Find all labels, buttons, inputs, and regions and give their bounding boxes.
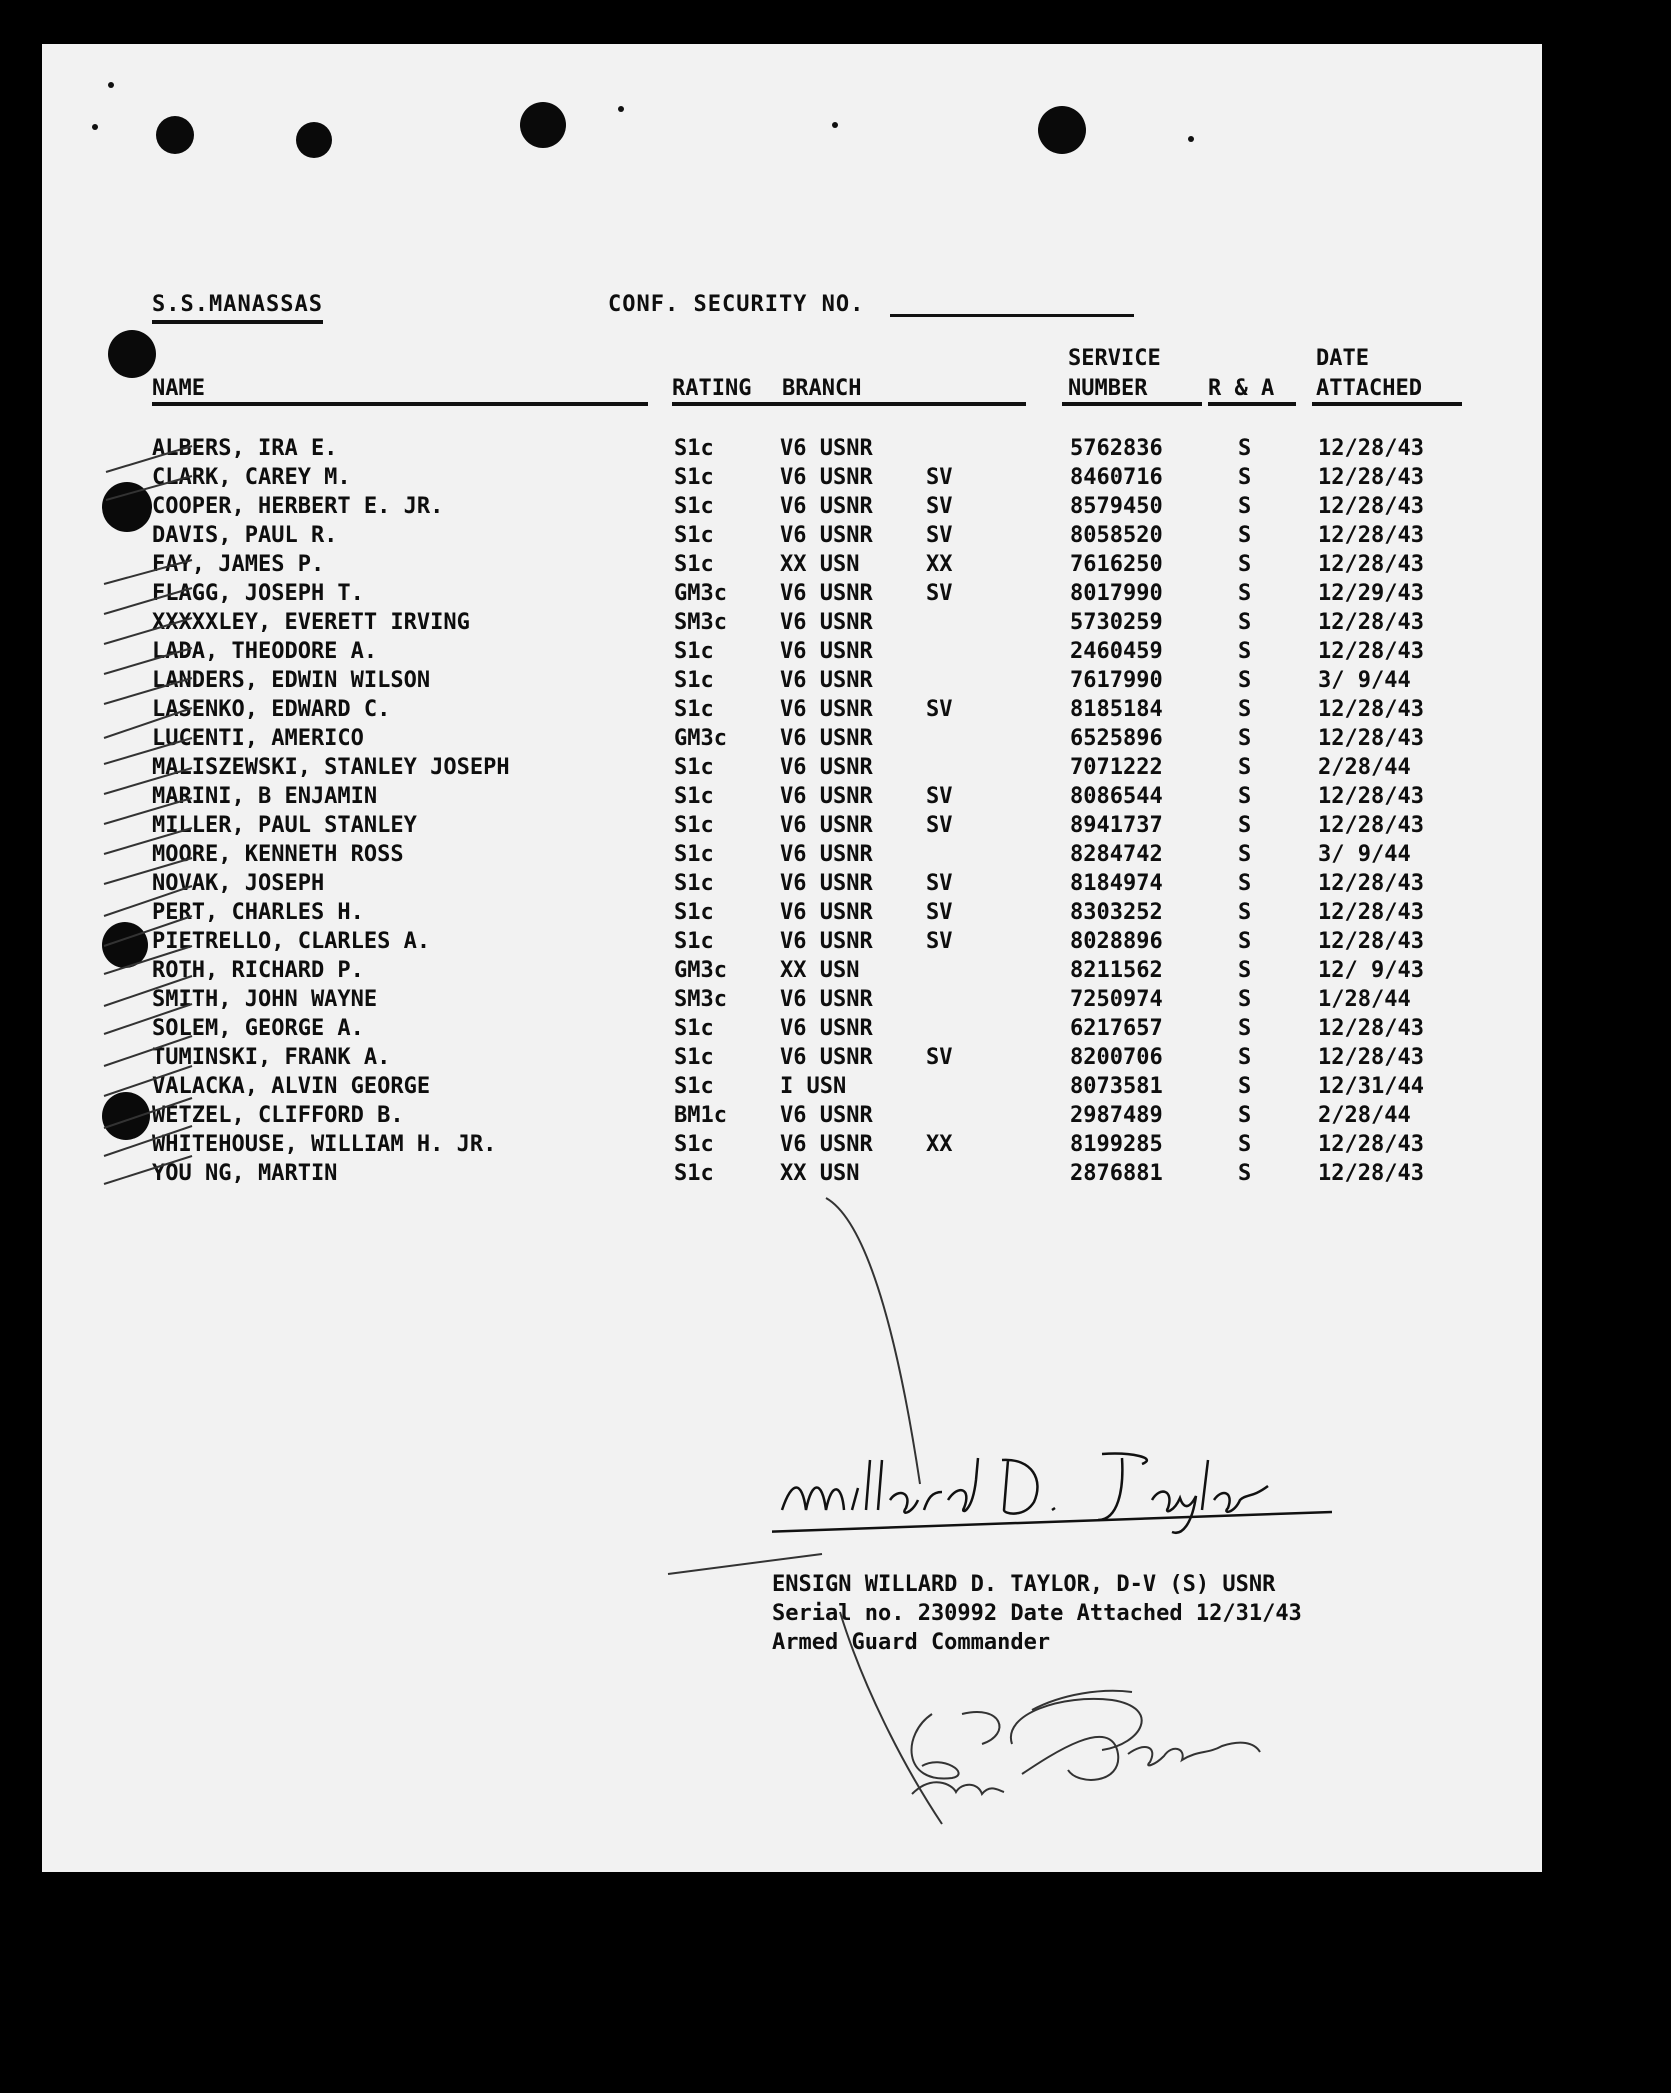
crew-date-attached: 12/ 9/43 xyxy=(1318,958,1424,983)
table-row xyxy=(42,929,1542,958)
ink-speck xyxy=(618,106,624,112)
crew-service-number: 8211562 xyxy=(1070,958,1163,983)
crew-service-number: 8284742 xyxy=(1070,842,1163,867)
crew-name: COOPER, HERBERT E. JR. xyxy=(152,494,444,519)
col-ra-header: R & A xyxy=(1208,376,1275,401)
crew-service-number: 8200706 xyxy=(1070,1045,1163,1070)
crew-branch: V6 USNR xyxy=(780,523,873,548)
document-page xyxy=(42,44,1542,1872)
crew-name: YOU NG, MARTIN xyxy=(152,1161,338,1186)
punch-hole xyxy=(296,122,332,158)
table-row xyxy=(42,668,1542,697)
crew-service-number: 8941737 xyxy=(1070,813,1163,838)
crew-rating: GM3c xyxy=(674,958,727,983)
crew-rating: S1c xyxy=(674,668,714,693)
signature-title-line: Armed Guard Commander xyxy=(772,1630,1051,1655)
crew-rating: S1c xyxy=(674,1132,714,1157)
crew-branch: V6 USNR xyxy=(780,726,873,751)
crew-date-attached: 3/ 9/44 xyxy=(1318,668,1411,693)
crew-rating: S1c xyxy=(674,813,714,838)
crew-date-attached: 12/28/43 xyxy=(1318,465,1424,490)
col-service-header-2: NUMBER xyxy=(1068,376,1148,401)
crew-service-number: 5762836 xyxy=(1070,436,1163,461)
crew-name: PIETRELLO, CLARLES A. xyxy=(152,929,431,954)
crew-rating: S1c xyxy=(674,871,714,896)
crew-date-attached: 12/28/43 xyxy=(1318,1045,1424,1070)
table-row xyxy=(42,784,1542,813)
crew-ra: S xyxy=(1238,668,1252,693)
crew-date-attached: 12/28/43 xyxy=(1318,726,1424,751)
crew-rating: S1c xyxy=(674,755,714,780)
crew-branch: V6 USNR xyxy=(780,1016,873,1041)
crew-ra: S xyxy=(1238,1045,1252,1070)
crew-branch: I USN xyxy=(780,1074,847,1099)
ink-speck xyxy=(1188,136,1194,142)
crew-service-number: 2876881 xyxy=(1070,1161,1163,1186)
crew-service-number: 7071222 xyxy=(1070,755,1163,780)
crew-service-number: 8460716 xyxy=(1070,465,1163,490)
crew-sv: SV xyxy=(926,697,953,722)
table-row xyxy=(42,639,1542,668)
crew-branch: V6 USNR xyxy=(780,610,873,635)
crew-branch: XX USN xyxy=(780,958,860,983)
crew-branch: V6 USNR xyxy=(780,465,873,490)
col-service-header-1: SERVICE xyxy=(1068,346,1161,371)
crew-ra: S xyxy=(1238,987,1252,1012)
crew-branch: V6 USNR xyxy=(780,436,873,461)
signature-name-line: ENSIGN WILLARD D. TAYLOR, D-V (S) USNR xyxy=(772,1572,1276,1597)
crew-service-number: 8199285 xyxy=(1070,1132,1163,1157)
col-branch-header: BRANCH xyxy=(782,376,862,401)
crew-service-number: 8303252 xyxy=(1070,900,1163,925)
rating-branch-rule xyxy=(672,402,1026,406)
table-row xyxy=(42,755,1542,784)
crew-rating: SM3c xyxy=(674,987,727,1012)
table-row xyxy=(42,1045,1542,1074)
crew-service-number: 6525896 xyxy=(1070,726,1163,751)
crew-ra: S xyxy=(1238,697,1252,722)
crew-date-attached: 12/28/43 xyxy=(1318,871,1424,896)
crew-name: MOORE, KENNETH ROSS xyxy=(152,842,404,867)
crew-name: TUMINSKI, FRANK A. xyxy=(152,1045,391,1070)
crew-branch: V6 USNR xyxy=(780,494,873,519)
crew-ra: S xyxy=(1238,581,1252,606)
crew-service-number: 2460459 xyxy=(1070,639,1163,664)
crew-service-number: 2987489 xyxy=(1070,1103,1163,1128)
crew-rating: S1c xyxy=(674,900,714,925)
ink-speck xyxy=(108,82,114,88)
crew-name: MALISZEWSKI, STANLEY JOSEPH xyxy=(152,755,510,780)
crew-name: MILLER, PAUL STANLEY xyxy=(152,813,417,838)
crew-sv: SV xyxy=(926,494,953,519)
table-row xyxy=(42,523,1542,552)
table-row xyxy=(42,1074,1542,1103)
crew-ra: S xyxy=(1238,1016,1252,1041)
crew-branch: V6 USNR xyxy=(780,1103,873,1128)
signature-serial-line: Serial no. 230992 Date Attached 12/31/43 xyxy=(772,1601,1302,1626)
crew-name: LANDERS, EDWIN WILSON xyxy=(152,668,431,693)
crew-name: ALBERS, IRA E. xyxy=(152,436,338,461)
crew-rating: S1c xyxy=(674,1074,714,1099)
crew-service-number: 7617990 xyxy=(1070,668,1163,693)
crew-rating: S1c xyxy=(674,494,714,519)
crew-name: MARINI, B ENJAMIN xyxy=(152,784,378,809)
crew-branch: XX USN xyxy=(780,552,860,577)
crew-ra: S xyxy=(1238,1103,1252,1128)
ink-speck xyxy=(92,124,98,130)
crew-ra: S xyxy=(1238,552,1252,577)
ship-name: S.S.MANASSAS xyxy=(152,292,323,324)
table-row xyxy=(42,552,1542,581)
crew-ra: S xyxy=(1238,639,1252,664)
crew-rating: S1c xyxy=(674,842,714,867)
crew-ra: S xyxy=(1238,813,1252,838)
col-date-header-2: ATTACHED xyxy=(1316,376,1422,401)
punch-hole xyxy=(108,330,156,378)
crew-ra: S xyxy=(1238,436,1252,461)
crew-sv: SV xyxy=(926,900,953,925)
crew-rating: BM1c xyxy=(674,1103,727,1128)
crew-ra: S xyxy=(1238,871,1252,896)
table-row xyxy=(42,1161,1542,1190)
ra-header-rule xyxy=(1208,402,1296,406)
crew-date-attached: 12/28/43 xyxy=(1318,1016,1424,1041)
crew-sv: SV xyxy=(926,784,953,809)
table-row xyxy=(42,726,1542,755)
crew-name: NOVAK, JOSEPH xyxy=(152,871,325,896)
crew-date-attached: 12/28/43 xyxy=(1318,1132,1424,1157)
table-row xyxy=(42,871,1542,900)
crew-service-number: 7616250 xyxy=(1070,552,1163,577)
conf-security-blank xyxy=(890,314,1134,317)
crew-sv: SV xyxy=(926,523,953,548)
crew-date-attached: 12/28/43 xyxy=(1318,639,1424,664)
crew-name: XXXXXLEY, EVERETT IRVING xyxy=(152,610,470,635)
crew-service-number: 8086544 xyxy=(1070,784,1163,809)
crew-date-attached: 12/28/43 xyxy=(1318,697,1424,722)
table-row xyxy=(42,958,1542,987)
crew-date-attached: 12/28/43 xyxy=(1318,610,1424,635)
crew-rating: S1c xyxy=(674,552,714,577)
crew-ra: S xyxy=(1238,755,1252,780)
crew-date-attached: 2/28/44 xyxy=(1318,755,1411,780)
table-row xyxy=(42,900,1542,929)
crew-branch: V6 USNR xyxy=(780,900,873,925)
crew-name: FLAGG, JOSEPH T. xyxy=(152,581,364,606)
crew-sv: SV xyxy=(926,465,953,490)
crew-date-attached: 1/28/44 xyxy=(1318,987,1411,1012)
crew-date-attached: 12/28/43 xyxy=(1318,436,1424,461)
crew-name: WETZEL, CLIFFORD B. xyxy=(152,1103,404,1128)
col-date-header-1: DATE xyxy=(1316,346,1369,371)
crew-ra: S xyxy=(1238,1161,1252,1186)
signature-block xyxy=(772,1572,1302,1659)
crew-ra: S xyxy=(1238,1074,1252,1099)
crew-sv: SV xyxy=(926,813,953,838)
crew-sv: SV xyxy=(926,929,953,954)
crew-rating: S1c xyxy=(674,784,714,809)
crew-branch: V6 USNR xyxy=(780,755,873,780)
crew-rating: S1c xyxy=(674,929,714,954)
crew-rating: S1c xyxy=(674,697,714,722)
crew-branch: V6 USNR xyxy=(780,639,873,664)
crew-branch: V6 USNR xyxy=(780,842,873,867)
crew-name: ROTH, RICHARD P. xyxy=(152,958,364,983)
crew-rating: S1c xyxy=(674,465,714,490)
crew-sv: SV xyxy=(926,871,953,896)
crew-service-number: 6217657 xyxy=(1070,1016,1163,1041)
crew-branch: V6 USNR xyxy=(780,1045,873,1070)
crew-name: VALACKA, ALVIN GEORGE xyxy=(152,1074,431,1099)
punch-hole xyxy=(156,116,194,154)
crew-ra: S xyxy=(1238,842,1252,867)
crew-branch: V6 USNR xyxy=(780,668,873,693)
table-row xyxy=(42,987,1542,1016)
crew-ra: S xyxy=(1238,784,1252,809)
crew-name: LASENKO, EDWARD C. xyxy=(152,697,391,722)
crew-sv: SV xyxy=(926,1045,953,1070)
crew-name: LADA, THEODORE A. xyxy=(152,639,378,664)
table-row xyxy=(42,436,1542,465)
crew-name: PERT, CHARLES H. xyxy=(152,900,364,925)
crew-name: SOLEM, GEORGE A. xyxy=(152,1016,364,1041)
crew-branch: V6 USNR xyxy=(780,929,873,954)
crew-rating: SM3c xyxy=(674,610,727,635)
crew-name: LUCENTI, AMERICO xyxy=(152,726,364,751)
table-row xyxy=(42,1016,1542,1045)
crew-branch: V6 USNR xyxy=(780,697,873,722)
crew-rating: S1c xyxy=(674,1161,714,1186)
crew-name: SMITH, JOHN WAYNE xyxy=(152,987,378,1012)
service-header-rule xyxy=(1062,402,1202,406)
crew-rating: S1c xyxy=(674,436,714,461)
crew-date-attached: 12/28/43 xyxy=(1318,813,1424,838)
crew-date-attached: 12/28/43 xyxy=(1318,1161,1424,1186)
crew-name: DAVIS, PAUL R. xyxy=(152,523,338,548)
table-row xyxy=(42,1103,1542,1132)
crew-sv: SV xyxy=(926,581,953,606)
crew-service-number: 8073581 xyxy=(1070,1074,1163,1099)
table-row xyxy=(42,465,1542,494)
crew-date-attached: 12/31/44 xyxy=(1318,1074,1424,1099)
crew-date-attached: 12/28/43 xyxy=(1318,784,1424,809)
name-header-rule xyxy=(152,402,648,406)
crew-sv: XX xyxy=(926,552,953,577)
crew-ra: S xyxy=(1238,523,1252,548)
ink-speck xyxy=(832,122,838,128)
col-name-header: NAME xyxy=(152,376,205,401)
crew-branch: V6 USNR xyxy=(780,871,873,896)
crew-sv: XX xyxy=(926,1132,953,1157)
signature-taylor xyxy=(772,1440,1332,1550)
crew-name: FAY, JAMES P. xyxy=(152,552,325,577)
crew-ra: S xyxy=(1238,929,1252,954)
crew-service-number: 8058520 xyxy=(1070,523,1163,548)
crew-service-number: 8028896 xyxy=(1070,929,1163,954)
crew-branch: V6 USNR xyxy=(780,581,873,606)
crew-date-attached: 12/28/43 xyxy=(1318,494,1424,519)
crew-ra: S xyxy=(1238,958,1252,983)
signature-born xyxy=(882,1674,1362,1834)
crew-ra: S xyxy=(1238,610,1252,635)
table-row xyxy=(42,813,1542,842)
crew-branch: V6 USNR xyxy=(780,784,873,809)
crew-service-number: 8184974 xyxy=(1070,871,1163,896)
crew-branch: V6 USNR xyxy=(780,813,873,838)
crew-branch: V6 USNR xyxy=(780,987,873,1012)
date-header-rule xyxy=(1312,402,1462,406)
crew-branch: V6 USNR xyxy=(780,1132,873,1157)
crew-rating: S1c xyxy=(674,523,714,548)
table-row xyxy=(42,494,1542,523)
crew-name: CLARK, CAREY M. xyxy=(152,465,351,490)
crew-date-attached: 3/ 9/44 xyxy=(1318,842,1411,867)
crew-rating: S1c xyxy=(674,639,714,664)
crew-rating: GM3c xyxy=(674,726,727,751)
crew-date-attached: 12/28/43 xyxy=(1318,552,1424,577)
crew-date-attached: 12/28/43 xyxy=(1318,900,1424,925)
table-row xyxy=(42,842,1542,871)
table-row xyxy=(42,1132,1542,1161)
table-row xyxy=(42,697,1542,726)
crew-ra: S xyxy=(1238,900,1252,925)
crew-ra: S xyxy=(1238,1132,1252,1157)
crew-date-attached: 12/28/43 xyxy=(1318,929,1424,954)
crew-rating: S1c xyxy=(674,1016,714,1041)
crew-rating: GM3c xyxy=(674,581,727,606)
conf-security-label: CONF. SECURITY NO. xyxy=(608,292,865,317)
col-rating-header: RATING xyxy=(672,376,752,401)
punch-hole xyxy=(1038,106,1086,154)
crew-service-number: 8017990 xyxy=(1070,581,1163,606)
crew-name: WHITEHOUSE, WILLIAM H. JR. xyxy=(152,1132,497,1157)
crew-ra: S xyxy=(1238,494,1252,519)
crew-service-number: 7250974 xyxy=(1070,987,1163,1012)
crew-service-number: 8185184 xyxy=(1070,697,1163,722)
crew-date-attached: 12/28/43 xyxy=(1318,523,1424,548)
crew-rating: S1c xyxy=(674,1045,714,1070)
table-row xyxy=(42,581,1542,610)
crew-ra: S xyxy=(1238,465,1252,490)
table-row xyxy=(42,610,1542,639)
crew-service-number: 5730259 xyxy=(1070,610,1163,635)
crew-date-attached: 12/29/43 xyxy=(1318,581,1424,606)
crew-ra: S xyxy=(1238,726,1252,751)
punch-hole xyxy=(520,102,566,148)
crew-service-number: 8579450 xyxy=(1070,494,1163,519)
crew-branch: XX USN xyxy=(780,1161,860,1186)
crew-date-attached: 2/28/44 xyxy=(1318,1103,1411,1128)
